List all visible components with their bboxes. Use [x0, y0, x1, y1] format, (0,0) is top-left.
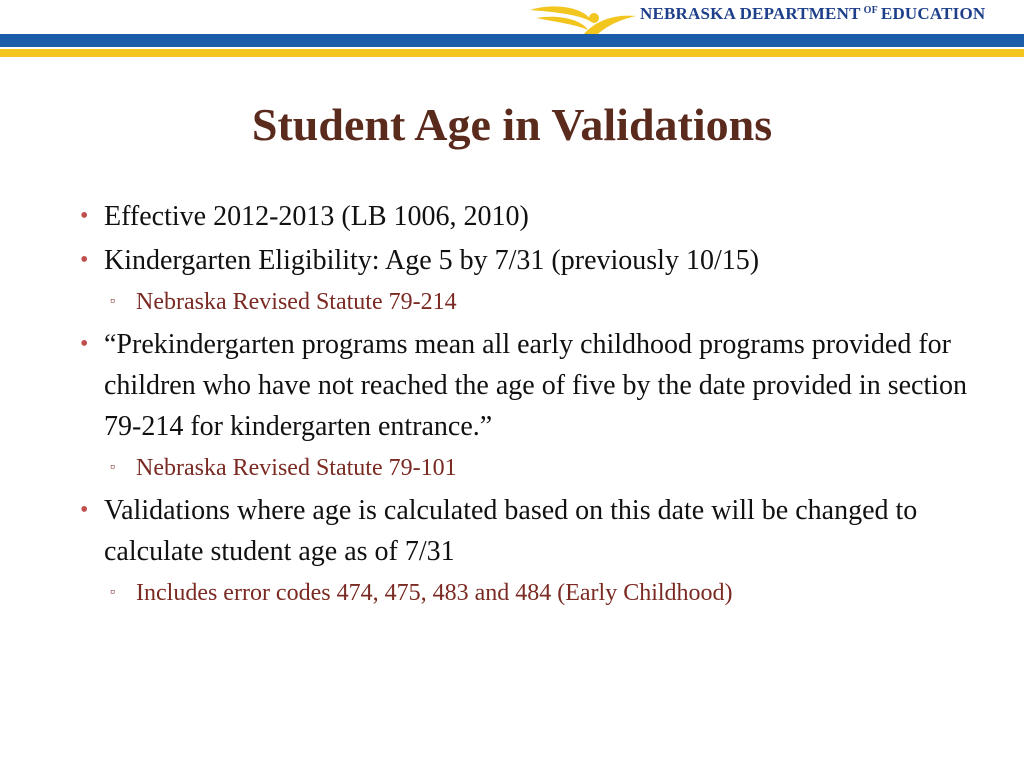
sub-bullet-item [80, 575, 980, 611]
bullet-text: Kindergarten Eligibility: Age 5 by 7/31 (previously 10/15) [104, 245, 760, 276]
bullet-item [80, 240, 980, 281]
bullet-text: Validations where age is calculated based on this date will be changed to calculate student age as of 7/31 [104, 495, 918, 567]
bullet-text: Effective 2012-2013 (LB 1006, 2010) [104, 201, 529, 232]
sub-bullet-item [80, 450, 980, 486]
sub-bullet-text: Nebraska Revised Statute 79-214 [136, 289, 457, 315]
bullet-text: “Prekindergarten programs mean all early childhood programs provided for children who have not reached the age of five by the date provided in section 79-214 for kindergarten entrance.” [104, 329, 968, 442]
header-bar [0, 0, 1024, 62]
bullet-item [80, 490, 980, 572]
bullet-item [80, 196, 980, 237]
square-bullet-icon: ▫ [110, 585, 115, 600]
bullet-item [80, 324, 980, 447]
bullet-dot-icon: • [80, 497, 89, 523]
bullet-dot-icon: • [80, 247, 89, 273]
sub-bullet-item [80, 284, 980, 320]
yellow-stripe [0, 49, 1024, 57]
slide-content [80, 196, 980, 615]
blue-stripe [0, 34, 1024, 47]
org-name-of: OF [863, 5, 878, 16]
org-name-part2: EDUCATION [880, 4, 986, 23]
square-bullet-icon: ▫ [110, 460, 115, 475]
sub-bullet-text: Nebraska Revised Statute 79-101 [136, 455, 457, 481]
square-bullet-icon: ▫ [110, 294, 115, 309]
org-name [640, 4, 985, 24]
slide-title: Student Age in Validations [251, 99, 773, 150]
bullet-dot-icon: • [80, 203, 89, 229]
sub-bullet-text: Includes error codes 474, 475, 483 and 484 (Early Childhood) [136, 580, 733, 606]
org-name-part1: NEBRASKA DEPARTMENT [640, 4, 861, 23]
bullet-dot-icon: • [80, 331, 89, 357]
